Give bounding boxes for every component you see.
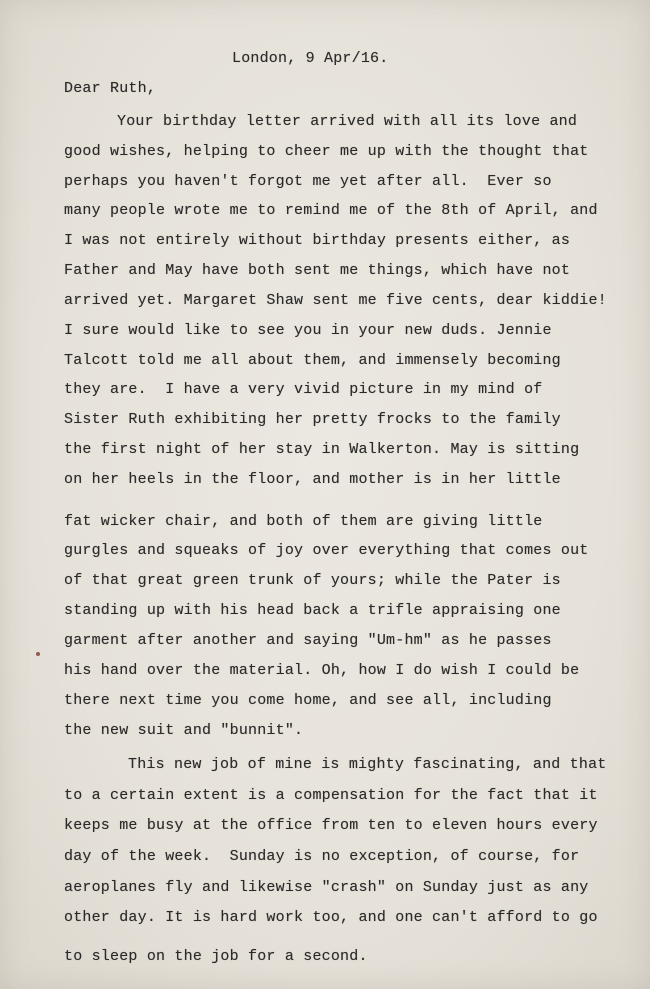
- body-line: the first night of her stay in Walkerton. May is sitting: [64, 441, 580, 458]
- body-line: perhaps you haven't forgot me yet after all. Ever so: [64, 173, 552, 190]
- body-line: keeps me busy at the office from ten to eleven hours every: [64, 817, 598, 834]
- body-line: many people wrote me to remind me of the 8th of April, and: [64, 202, 598, 219]
- body-line: his hand over the material. Oh, how I do wish I could be: [64, 662, 580, 679]
- body-line: other day. It is hard work too, and one can't afford to go: [64, 909, 598, 926]
- body-line: garment after another and saying "Um-hm" as he passes: [64, 632, 552, 649]
- body-line: I sure would like to see you in your new duds. Jennie: [64, 322, 552, 339]
- body-line: arrived yet. Margaret Shaw sent me five cents, dear kiddie!: [64, 292, 607, 309]
- body-line: Sister Ruth exhibiting her pretty frocks to the family: [64, 411, 561, 428]
- body-line: they are. I have a very vivid picture in my mind of: [64, 381, 543, 398]
- body-line: to a certain extent is a compensation for the fact that it: [64, 787, 598, 804]
- body-line: the new suit and "bunnit".: [64, 722, 304, 739]
- body-line: there next time you come home, and see all, including: [64, 692, 552, 709]
- body-line: fat wicker chair, and both of them are giving little: [64, 513, 543, 530]
- body-line: to sleep on the job for a second.: [64, 948, 368, 965]
- body-line: standing up with his head back a trifle appraising one: [64, 602, 561, 619]
- body-line: Your birthday letter arrived with all its love and: [117, 113, 578, 130]
- body-line: of that great green trunk of yours; while the Pater is: [64, 572, 561, 589]
- body-line: gurgles and squeaks of joy over everything that comes out: [64, 542, 589, 559]
- body-line: aeroplanes fly and likewise "crash" on Sunday just as any: [64, 879, 589, 896]
- body-line: on her heels in the floor, and mother is in her little: [64, 471, 561, 488]
- body-line: Father and May have both sent me things, which have not: [64, 262, 571, 279]
- body-line: I was not entirely without birthday presents either, as: [64, 232, 571, 249]
- dateline: London, 9 Apr/16.: [232, 50, 389, 67]
- salutation: Dear Ruth,: [64, 80, 157, 97]
- paper-ink-spot: [36, 652, 40, 656]
- body-line: Talcott told me all about them, and immensely becoming: [64, 352, 561, 369]
- body-line: day of the week. Sunday is no exception, of course, for: [64, 848, 580, 865]
- body-line: good wishes, helping to cheer me up with the thought that: [64, 143, 589, 160]
- body-line: This new job of mine is mighty fascinating, and that: [128, 756, 607, 773]
